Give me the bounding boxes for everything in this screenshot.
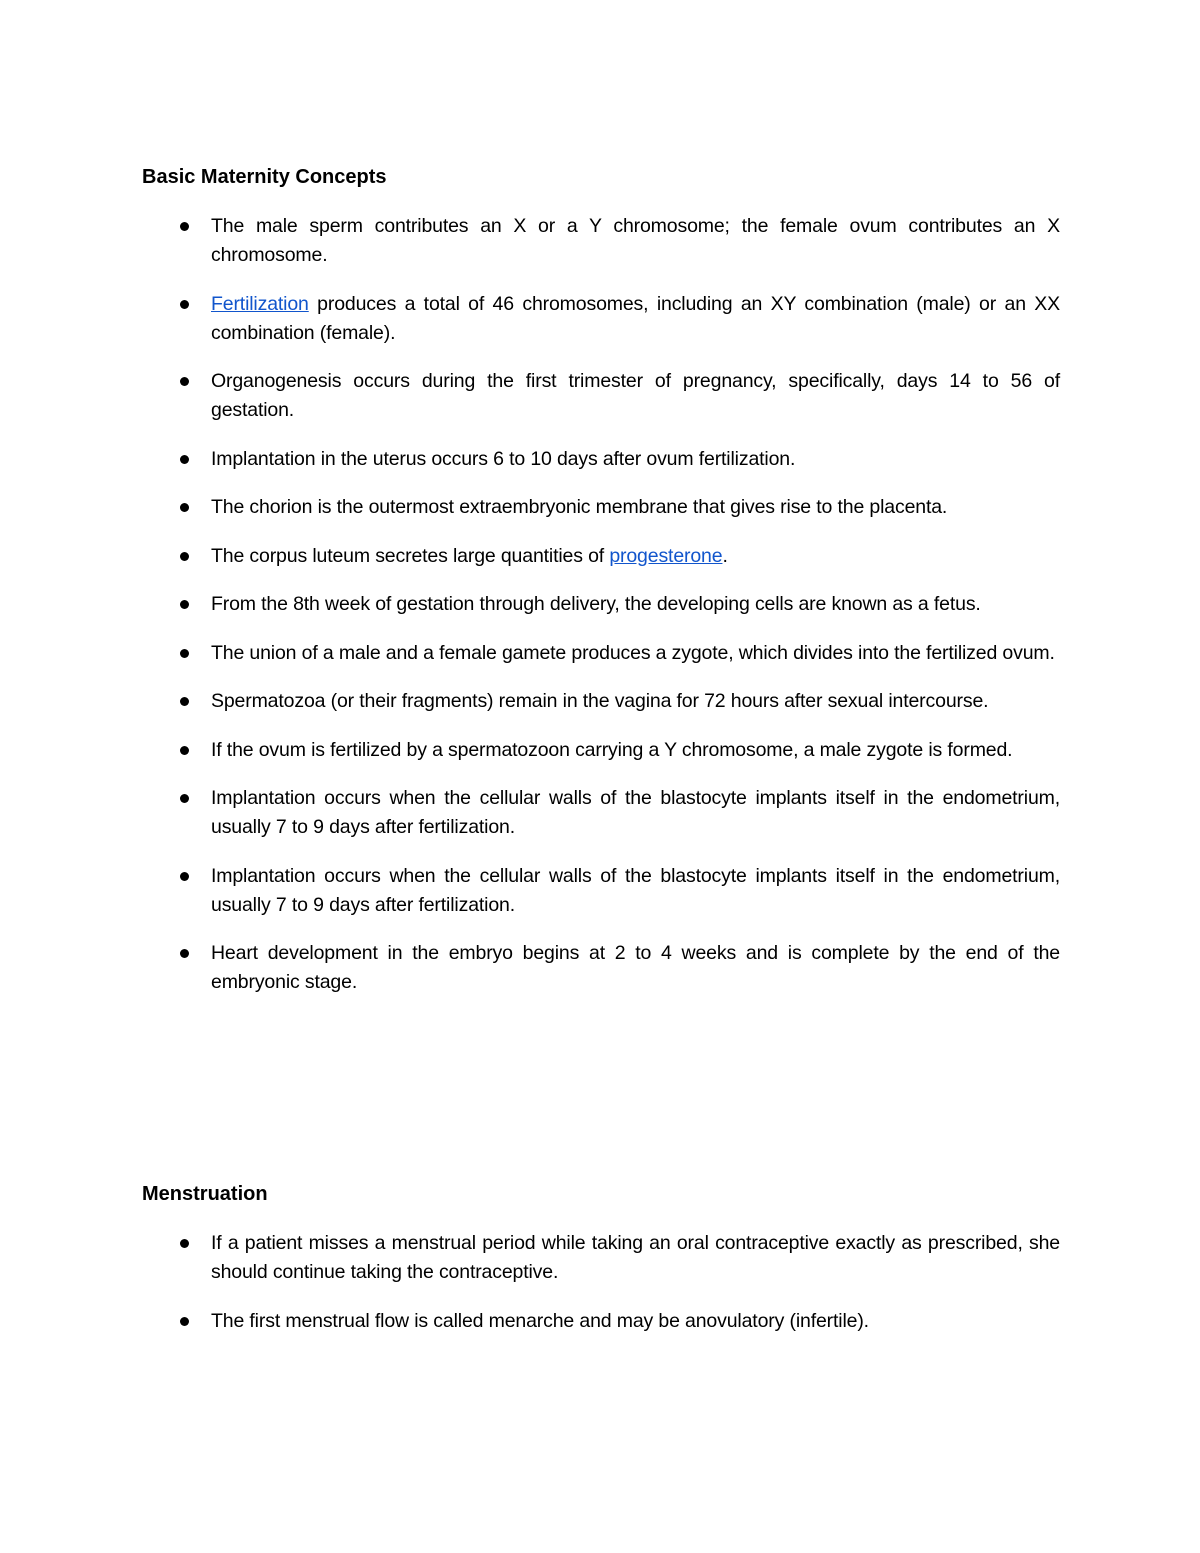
list-item-text: produces a total of 46 chromosomes, including an XY combination (male) or an XX combination (female). [211, 292, 1060, 344]
list-item [142, 445, 1060, 474]
list-item-text: Implantation occurs when the cellular walls of the blastocyte implants itself in the endometrium, usually 7 to 9 days after fertilization. [211, 864, 1060, 916]
bullet-icon [180, 377, 189, 386]
list-item-text: Heart development in the embryo begins at 2 to 4 weeks and is complete by the end of the embryonic stage. [211, 942, 1060, 993]
list-item-text: Organogenesis occurs during the first trimester of pregnancy, specifically, days 14 to 56 of gestation. [211, 370, 1060, 421]
bullet-list [142, 1229, 1060, 1336]
list-item [142, 687, 1060, 716]
list-item [142, 784, 1060, 842]
list-item-text: If the ovum is fertilized by a spermatozoon carrying a Y chromosome, a male zygote is formed. [211, 738, 1013, 761]
list-item [142, 1307, 1060, 1336]
bullet-icon [180, 949, 189, 958]
list-item [142, 1229, 1060, 1287]
bullet-icon [180, 600, 189, 609]
section-heading: Menstruation [142, 1183, 268, 1205]
list-item [142, 862, 1060, 920]
bullet-icon [180, 794, 189, 803]
list-item [142, 367, 1060, 425]
bullet-icon [180, 746, 189, 755]
fertilization-link[interactable]: Fertilization [211, 292, 309, 315]
bullet-icon [180, 697, 189, 706]
progesterone-link[interactable]: progesterone [609, 544, 723, 567]
list-item [142, 639, 1060, 668]
section-menstruation [142, 1180, 1060, 1355]
list-item-text: The union of a male and a female gamete produces a zygote, which divides into the fertilized ovum. [211, 641, 1055, 664]
bullet-icon [180, 300, 189, 309]
bullet-icon [180, 1239, 189, 1248]
section-heading: Basic Maternity Concepts [142, 166, 387, 188]
bullet-icon [180, 455, 189, 464]
list-item [142, 939, 1060, 997]
list-item [142, 736, 1060, 765]
bullet-icon [180, 222, 189, 231]
list-item-text: From the 8th week of gestation through delivery, the developing cells are known as a fetus. [211, 593, 981, 615]
bullet-list [142, 212, 1060, 997]
list-item [142, 493, 1060, 522]
list-item-text: Implantation occurs when the cellular walls of the blastocyte implants itself in the endometrium, usually 7 to 9 days after fertilization. [211, 787, 1060, 838]
section-basic-maternity-concepts [142, 163, 1060, 1017]
list-item [142, 290, 1060, 348]
list-item-text: Implantation in the uterus occurs 6 to 10 days after ovum fertilization. [211, 447, 796, 470]
list-item-text: The corpus luteum secretes large quantities of [211, 544, 610, 567]
list-item-text: The male sperm contributes an X or a Y chromosome; the female ovum contributes an X chromosome. [211, 215, 1060, 266]
bullet-icon [180, 503, 189, 512]
bullet-icon [180, 552, 189, 561]
bullet-icon [180, 649, 189, 658]
bullet-icon [180, 1317, 189, 1326]
list-item [142, 590, 1060, 619]
list-item-text: If a patient misses a menstrual period while taking an oral contraceptive exactly as prescribed, she should continue taking the contraceptive. [211, 1232, 1060, 1283]
list-item-text: . [722, 544, 728, 567]
list-item [142, 212, 1060, 270]
list-item-text: The first menstrual flow is called menarche and may be anovulatory (infertile). [211, 1309, 869, 1332]
list-item-text: The chorion is the outermost extraembryonic membrane that gives rise to the placenta. [211, 496, 948, 518]
list-item-text: Spermatozoa (or their fragments) remain in the vagina for 72 hours after sexual intercourse. [211, 690, 989, 712]
bullet-icon [180, 872, 189, 881]
list-item [142, 542, 1060, 571]
